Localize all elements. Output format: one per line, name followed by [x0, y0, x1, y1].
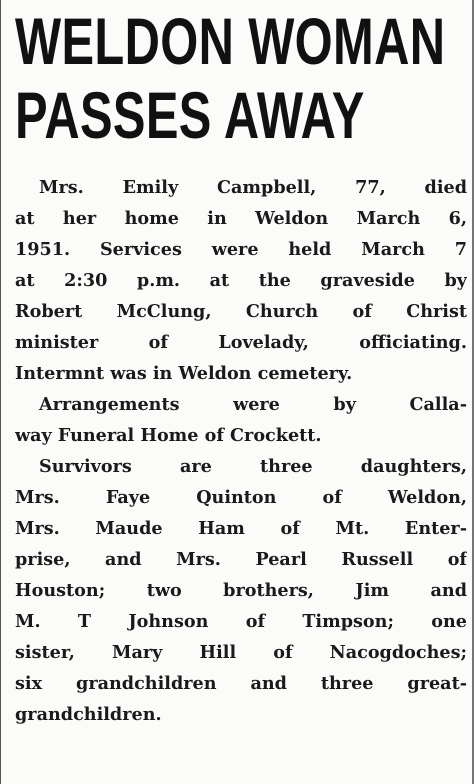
text-line: Mrs. Emily Campbell, 77, died	[39, 177, 467, 198]
paragraph-survivors	[15, 451, 467, 730]
text-line: Survivors are three daughters,	[39, 456, 467, 477]
text-line: Robert McClung, Church of Christ	[15, 301, 467, 322]
text-line: Intermnt was in Weldon cemetery.	[15, 363, 353, 384]
article-body	[15, 172, 467, 730]
text-line: 1951. Services were held March 7	[15, 239, 467, 260]
text-line: Mrs. Maude Ham of Mt. Enter-	[15, 518, 467, 539]
text-line: M. T Johnson of Timpson; one	[15, 611, 467, 632]
paragraph-death-notice	[15, 172, 467, 389]
text-line: sister, Mary Hill of Nacogdoches;	[15, 642, 467, 663]
headline-line-2: PASSES AWAY	[15, 78, 365, 152]
text-line: way Funeral Home of Crockett.	[15, 425, 322, 446]
text-line: prise, and Mrs. Pearl Russell of	[15, 549, 467, 570]
text-line: Arrangements were by Calla-	[39, 394, 467, 415]
headline	[15, 4, 446, 152]
text-line: Mrs. Faye Quinton of Weldon,	[15, 487, 467, 508]
text-line: at 2:30 p.m. at the graveside by	[15, 270, 467, 291]
paragraph-arrangements	[15, 389, 467, 451]
text-line: at her home in Weldon March 6,	[15, 208, 467, 229]
text-line: grandchildren.	[15, 704, 162, 725]
text-line: six grandchildren and three great-	[15, 673, 467, 694]
text-line: Houston; two brothers, Jim and	[15, 580, 467, 601]
headline-line-1: WELDON WOMAN	[15, 4, 446, 78]
text-line: minister of Lovelady, officiating.	[15, 332, 467, 353]
